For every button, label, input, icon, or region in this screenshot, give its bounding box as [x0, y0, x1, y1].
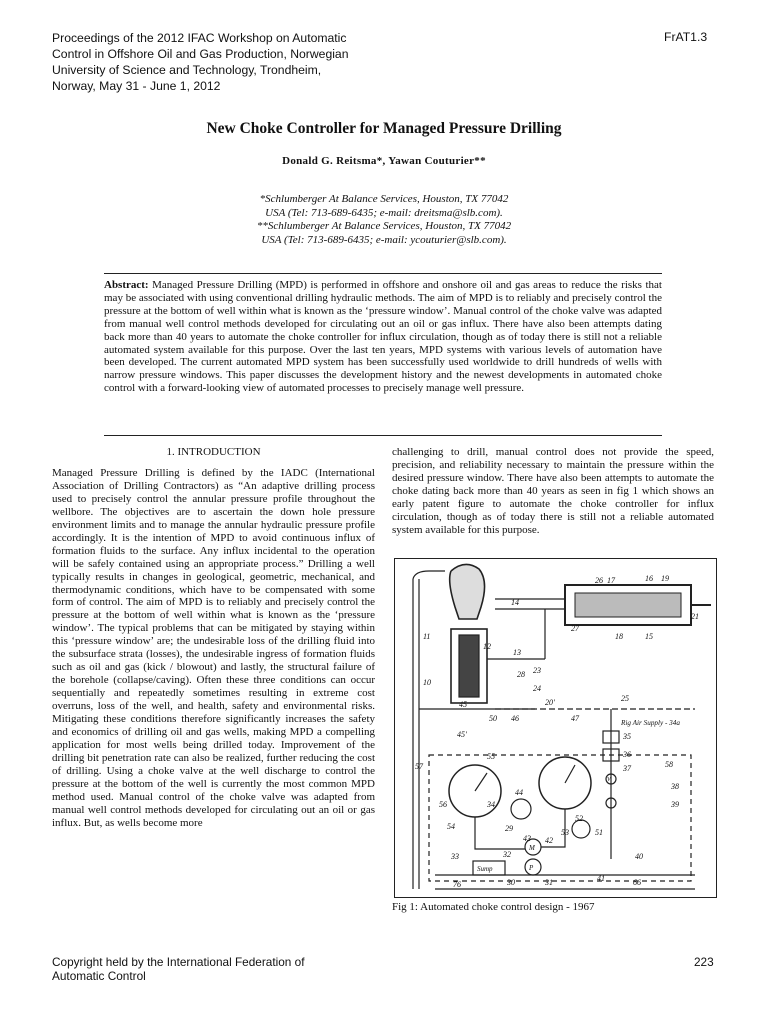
svg-text:57: 57	[415, 762, 423, 771]
svg-text:15: 15	[645, 632, 653, 641]
svg-text:23: 23	[533, 666, 541, 675]
svg-text:20': 20'	[545, 698, 555, 707]
svg-text:39: 39	[671, 800, 679, 809]
affiliation-line: *Schlumberger At Balance Services, Houston, TX 77042	[259, 193, 509, 205]
svg-text:35: 35	[623, 732, 631, 741]
svg-text:45: 45	[459, 700, 467, 709]
right-column	[392, 446, 714, 537]
svg-text:28: 28	[517, 670, 525, 679]
svg-text:38: 38	[671, 782, 679, 791]
svg-text:43: 43	[523, 834, 531, 843]
svg-text:46: 46	[511, 714, 519, 723]
svg-text:58: 58	[665, 760, 673, 769]
svg-text:11: 11	[423, 632, 431, 641]
drill-pipe	[459, 635, 479, 697]
affiliation-line: **Schlumberger At Balance Services, Houston, TX 77042	[256, 220, 512, 233]
svg-text:44: 44	[515, 788, 523, 797]
choke-piston	[575, 593, 681, 617]
stand-pipe	[413, 579, 419, 889]
choke-control-diagram	[395, 559, 716, 897]
svg-text:31: 31	[545, 878, 553, 887]
svg-text:M: M	[529, 844, 535, 852]
svg-text:13: 13	[513, 648, 521, 657]
abstract	[104, 279, 662, 395]
gauge-needle	[565, 765, 575, 783]
svg-text:34: 34	[487, 800, 495, 809]
svg-text:40: 40	[635, 852, 643, 861]
svg-text:66: 66	[633, 878, 641, 887]
figure-labels	[415, 574, 699, 889]
svg-text:24: 24	[533, 684, 541, 693]
svg-text:52: 52	[575, 814, 583, 823]
paper-authors: Donald G. Reitsma*, Yawan Couturier**	[282, 155, 486, 167]
svg-text:33: 33	[451, 852, 459, 861]
svg-text:Sump: Sump	[477, 865, 493, 873]
copyright-footer: Copyright held by the International Federation of Automatic Control	[52, 955, 305, 983]
svg-text:V: V	[607, 777, 611, 783]
affiliation-line: USA (Tel: 713-689-6435; e-mail: dreitsma@slb.com).	[265, 206, 503, 219]
svg-text:55: 55	[487, 752, 495, 761]
svg-text:16: 16	[645, 574, 653, 583]
svg-text:32: 32	[503, 850, 511, 859]
intro-paragraph: Managed Pressure Drilling is defined by the IADC (International Association of Drilling Contractors) as “An adaptive drilling process used to precisely control the annular pressure profile throughout the wellbore. The objectives are to ascertain the down hole pressure environment limits and to manage the annular hydraulic pressure profile accordingly. It is the intention of MPD to avoid continuous influx of formation fluids to the surface. Any influx incidental to the operation will be safely contained using an appropriate process.” Drilling a well typically results in changes in geological, geometric, mechanical, and thermodynamic conditions, which have to be compensated with some form of control. The aim of MPD is to reliably and precisely control the pressure at the bottom of well within what is known as the ‘pressure window’. The typical problems that can be mitigated by staying within this ‘pressure window’ are; the undesirable loss of the drilling fluid into the subsurface strata (losses), the undesirable ingress of formation fluids such as oil and gas (kick / blowout) and lastly, the structural failure of the borehole (collapse/caving). Often these three conditions can occur sequentially and repeatedly sometimes resulting in extreme cost overruns, loss of the well, and health, safety and environmental risks. Mitigating these conditions therefore significantly increases the safety and economics of drilling oil and gas wells, making MPD a compelling application for most wells being drilled today. Improvement of the drilling bit penetration rate can also be realized, further reducing the cost of drilling. Using a choke valve at the well discharge to control the pressure at the bottom of the well is currently the most common MPD method used. Manual control of the choke valve was adapted from manual well control methods developed for circulating out an oil or gas influx. But, as wells become more	[52, 466, 375, 829]
session-code: FrAT1.3	[664, 30, 708, 44]
svg-text:50: 50	[489, 714, 497, 723]
svg-text:19: 19	[661, 574, 669, 583]
section-heading: 1. INTRODUCTION	[166, 446, 261, 458]
svg-text:53: 53	[561, 828, 569, 837]
svg-text:42: 42	[545, 836, 553, 845]
svg-text:Rig Air Supply - 34a: Rig Air Supply - 34a	[621, 719, 680, 727]
abstract-top-rule	[104, 273, 662, 274]
abstract-text: Managed Pressure Drilling (MPD) is performed in offshore and onshore oil and gas areas to reduce the risks that may be associated with using conventional drilling hydraulic methods. The aim of MPD is to reliably and precisely control the pressure at the bottom of well within what is known as the ‘pressure window’. Manual control of the choke valve was adapted from manual well control methods developed for circulating out an oil or gas influx. There have also been attempts dating back more than 40 years to automate the choke controller for influx circulation, though as of today there is still not a reliable automated system available for this purpose. Over the last ten years, MPD systems with various levels of automation have been developed. The current automated MPD system has been successfully used worldwide to drill hundreds of wells with narrow pressure windows. This paper discusses the development history and the newest developments in automated choke control with a forward-looking view of automated processes to precisely manage well pressure.	[104, 279, 662, 395]
return-line	[435, 875, 695, 889]
svg-text:56: 56	[439, 800, 447, 809]
paper-title: New Choke Controller for Managed Pressure Drilling	[206, 120, 562, 137]
figure-caption: Fig 1: Automated choke control design - 1967	[392, 901, 595, 913]
intro-paragraph-continued: challenging to drill, manual control does not provide the speed, precision, and reliability necessary to maintain the pressure within the desired pressure window. There have also been attempts to automate the choke dating back more than 40 years as seen in fig 1 which shows an early patent figure to automate the choke controller for influx circulation, though as of today there is still not a reliable automated system available for this purpose.	[392, 446, 714, 536]
svg-text:25: 25	[621, 694, 629, 703]
gooseneck	[413, 571, 445, 579]
svg-text:17: 17	[607, 576, 615, 585]
patent-figure	[394, 558, 717, 898]
affiliation-line: USA (Tel: 713-689-6435; e-mail: ycouturier@slb.com).	[261, 233, 507, 246]
svg-text:18: 18	[615, 632, 623, 641]
svg-text:76: 76	[453, 880, 461, 889]
svg-text:36: 36	[623, 750, 631, 759]
abstract-bottom-rule	[104, 435, 662, 436]
svg-text:54: 54	[447, 822, 455, 831]
svg-text:29: 29	[505, 824, 513, 833]
left-column	[52, 446, 375, 830]
proceedings-header: Proceedings of the 2012 IFAC Workshop on Automatic Control in Offshore Oil and Gas Production, Norwegian University of Science and Technology, Trondheim, Norway, May 31 - June 1, 2012	[52, 31, 349, 93]
bell-nipple	[450, 564, 485, 619]
gauge-needle	[475, 773, 487, 791]
small-gauge	[511, 799, 531, 819]
svg-text:12: 12	[483, 642, 491, 651]
control-box	[429, 755, 691, 881]
svg-text:14: 14	[511, 598, 519, 607]
svg-text:47: 47	[571, 714, 579, 723]
abstract-label: Abstract:	[104, 279, 149, 291]
svg-text:41: 41	[597, 874, 605, 883]
svg-text:21: 21	[691, 612, 699, 621]
svg-text:30: 30	[507, 878, 515, 887]
svg-text:10: 10	[423, 678, 431, 687]
page-number: 223	[694, 955, 714, 969]
svg-text:45': 45'	[457, 730, 467, 739]
svg-text:37: 37	[623, 764, 631, 773]
svg-text:26: 26	[595, 576, 603, 585]
svg-text:P: P	[529, 864, 534, 872]
affiliations	[0, 193, 768, 247]
svg-text:27: 27	[571, 624, 579, 633]
svg-text:51: 51	[595, 828, 603, 837]
